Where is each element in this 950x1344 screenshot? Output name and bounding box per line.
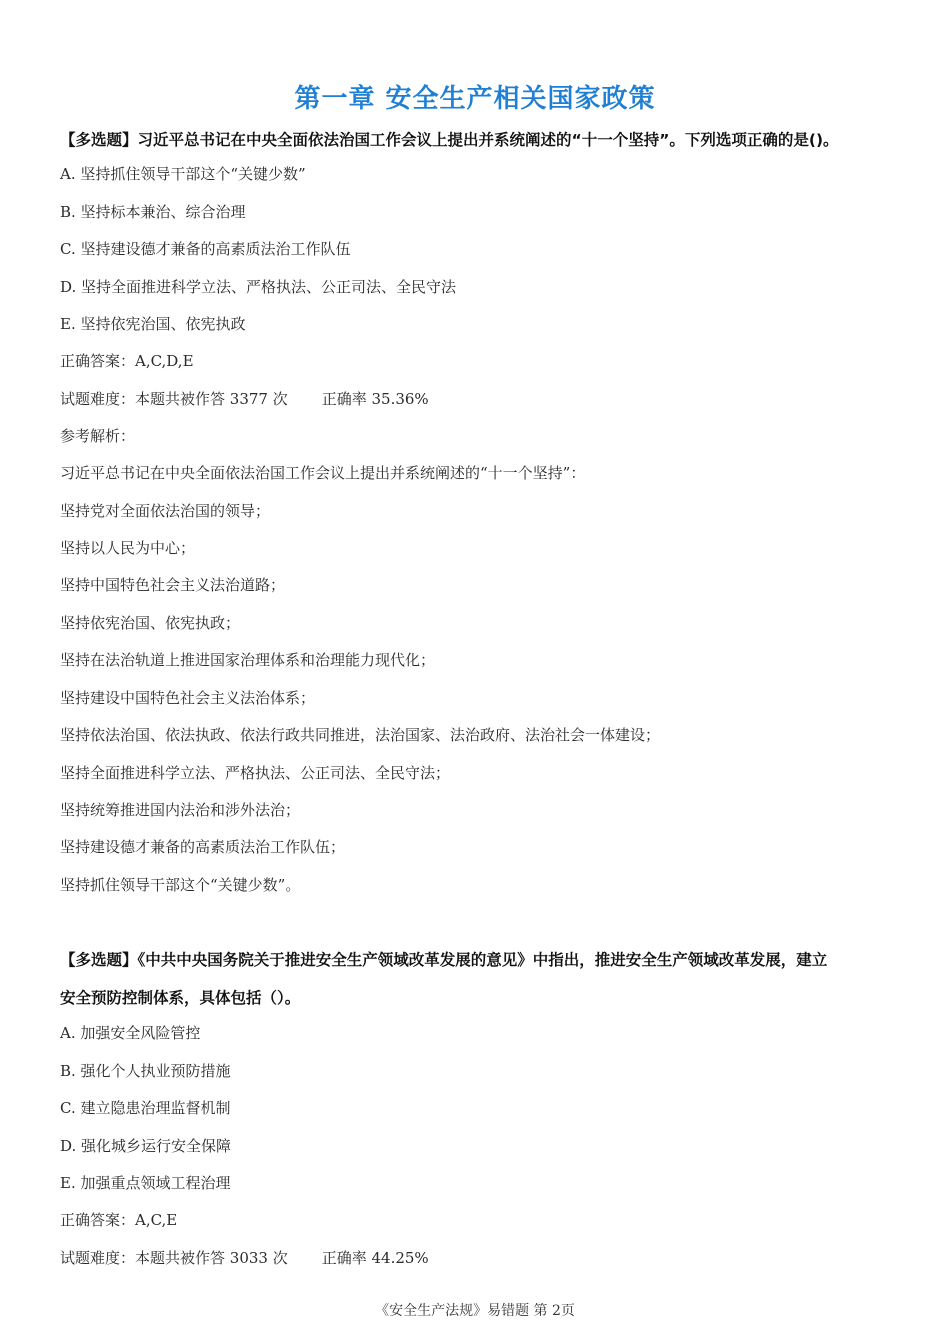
q1-option-e: E. 坚持依宪治国、依宪执政 (60, 315, 246, 333)
q1-analysis-line: 坚持建设德才兼备的高素质法治工作队伍； (60, 838, 346, 856)
q2-difficulty-row (60, 1247, 910, 1269)
q1-analysis-line: 坚持建设中国特色社会主义法治体系； (60, 689, 316, 707)
q1-option-c: C. 坚持建设德才兼备的高素质法治工作队伍 (60, 240, 351, 258)
q1-correct-answer: 正确答案：A,C,D,E (60, 352, 194, 370)
q2-option-d: D. 强化城乡运行安全保障 (60, 1137, 232, 1155)
q1-analysis-line: 坚持依宪治国、依宪执政； (60, 614, 241, 632)
question-2-stem-line2: 安全预防控制体系，具体包括（）。 (60, 989, 301, 1007)
q1-analysis-line: 坚持依法治国、依法执政、依法行政共同推进，法治国家、法治政府、法治社会一体建设； (60, 726, 661, 744)
q2-option-c: C. 建立隐患治理监督机制 (60, 1099, 231, 1117)
q1-analysis-line: 坚持党对全面依法治国的领导； (60, 502, 271, 520)
q2-accuracy: 正确率 44.25% (321, 1249, 429, 1267)
q2-option-b: B. 强化个人执业预防措施 (60, 1062, 231, 1080)
q2-difficulty: 试题难度：本题共被作答 3033 次 (60, 1249, 288, 1267)
q1-option-d: D. 坚持全面推进科学立法、严格执法、公正司法、全民守法 (60, 278, 457, 296)
q1-difficulty: 试题难度：本题共被作答 3377 次 (60, 390, 288, 408)
q1-difficulty-row (60, 388, 910, 410)
q2-option-e: E. 加强重点领域工程治理 (60, 1174, 231, 1192)
q1-analysis-line: 坚持抓住领导干部这个“关键少数”。 (60, 876, 301, 894)
q1-analysis-line: 坚持中国特色社会主义法治道路； (60, 576, 286, 594)
q1-analysis-line: 习近平总书记在中央全面依法治国工作会议上提出并系统阐述的“十一个坚持”： (60, 464, 586, 482)
q1-analysis-line: 坚持统筹推进国内法治和涉外法治； (60, 801, 301, 819)
page-footer: 《安全生产法规》易错题 第 2页 (375, 1303, 575, 1319)
q1-analysis-line: 坚持在法治轨道上推进国家治理体系和治理能力现代化； (60, 651, 436, 669)
q1-option-b: B. 坚持标本兼治、综合治理 (60, 203, 246, 221)
chapter-title: 第一章 安全生产相关国家政策 (294, 84, 656, 114)
q1-accuracy: 正确率 35.36% (321, 390, 429, 408)
question-1-stem: 【多选题】习近平总书记在中央全面依法治国工作会议上提出并系统阐述的“十一个坚持”。下列选项正确的是()。 (60, 131, 839, 149)
q1-analysis-line: 坚持以人民为中心； (60, 539, 196, 557)
q1-analysis-line: 坚持全面推进科学立法、严格执法、公正司法、全民守法； (60, 764, 451, 782)
q1-analysis-label: 参考解析： (60, 427, 136, 445)
q2-option-a: A. 加强安全风险管控 (60, 1024, 201, 1042)
q2-correct-answer: 正确答案：A,C,E (60, 1211, 178, 1229)
question-2-stem-line1: 【多选题】《中共中央国务院关于推进安全生产领域改革发展的意见》中指出，推进安全生产领域改革发展，建立 (60, 951, 828, 969)
q1-option-a: A. 坚持抓住领导干部这个“关键少数” (60, 165, 306, 183)
